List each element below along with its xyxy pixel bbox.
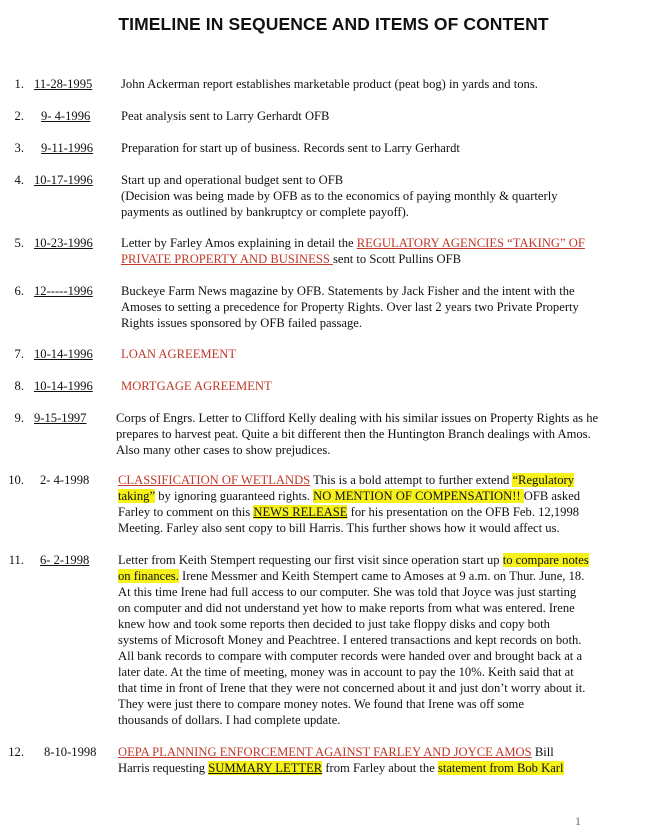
entry-date: 10-14-1996 bbox=[34, 347, 93, 361]
entry-text: John Ackerman report establishes marketable product (peat bog) in yards and tons. bbox=[121, 77, 538, 91]
entry-text: Farley to comment on this NEWS RELEASE for his presentation on the OFB Feb. 12,1998 bbox=[118, 505, 580, 519]
entry-date: 9-11-1996 bbox=[41, 141, 93, 155]
entry-text: Amoses to setting a precedence for Property Rights. Over last 2 years two Private Property bbox=[121, 300, 579, 314]
entry-number: 7. bbox=[14, 347, 24, 361]
entry-number: 12. bbox=[8, 745, 24, 759]
entry-text: CLASSIFICATION OF WETLANDS This is a bold attempt to further extend “Regulatory bbox=[118, 473, 575, 487]
entry-text: They were just there to compare money notes. We found that Irene was off some bbox=[118, 697, 524, 711]
entry-text: At this time Irene had full access to our computer. She was told that Joyce was just starting bbox=[118, 585, 577, 599]
red-heading: PRIVATE PROPERTY AND BUSINESS bbox=[121, 252, 333, 266]
entry-text: Letter from Keith Stempert requesting our first visit since operation start up to compare notes bbox=[118, 553, 589, 567]
entry-text: Corps of Engrs. Letter to Clifford Kelly dealing with his similar issues on Property Rights as he bbox=[116, 411, 599, 425]
page-title: TIMELINE IN SEQUENCE AND ITEMS OF CONTENT bbox=[118, 14, 549, 34]
red-heading: REGULATORY AGENCIES “TAKING” OF bbox=[356, 236, 585, 250]
highlight: statement from Bob Karl bbox=[437, 761, 564, 775]
entry-text: Buckeye Farm News magazine by OFB. Statements by Jack Fisher and the intent with the bbox=[121, 284, 575, 298]
highlight: “Regulatory bbox=[512, 473, 575, 487]
red-heading: OEPA PLANNING ENFORCEMENT AGAINST FARLEY AND JOYCE AMOS bbox=[118, 745, 532, 759]
highlight: SUMMARY LETTER bbox=[208, 761, 323, 775]
entry-date: 9-15-1997 bbox=[34, 411, 87, 425]
entry-text: that time in front of Irene that they were not concerned about it and just don’t worry about it. bbox=[118, 681, 586, 695]
page-number: 1 bbox=[575, 814, 581, 828]
entry-number: 9. bbox=[14, 411, 24, 425]
entry-date: 10-23-1996 bbox=[34, 236, 93, 250]
entry-number: 4. bbox=[14, 173, 24, 187]
entry-number: 1. bbox=[14, 77, 24, 91]
entry-number: 6. bbox=[14, 284, 24, 298]
entry-text: PRIVATE PROPERTY AND BUSINESS sent to Scott Pullins OFB bbox=[121, 252, 462, 266]
entry-text: thousands of dollars. I had complete update. bbox=[118, 713, 341, 727]
entry-text: OEPA PLANNING ENFORCEMENT AGAINST FARLEY AND JOYCE AMOS Bill bbox=[118, 745, 554, 759]
entry-date: 9- 4-1996 bbox=[41, 109, 91, 123]
entry-text: Meeting. Farley also sent copy to bill Harris. This further shows how it would affect us. bbox=[118, 521, 560, 535]
red-heading: MORTGAGE AGREEMENT bbox=[121, 379, 272, 393]
entry-text: systems of Microsoft Money and Peachtree. I entered transactions and kept records on both. bbox=[118, 633, 582, 647]
highlight: taking” bbox=[118, 489, 156, 503]
highlight: NO MENTION OF COMPENSATION!! bbox=[313, 489, 524, 503]
entry-text: later date. At the time of meeting, money was in account to pay the 10%. Keith said that at bbox=[118, 665, 574, 679]
entry-date: 6- 2-1998 bbox=[40, 553, 90, 567]
entry-text: knew how and took some reports then decided to just take floppy disks and copy both bbox=[118, 617, 550, 631]
entry-number: 2. bbox=[14, 109, 24, 123]
entry-text: Preparation for start up of business. Records sent to Larry Gerhardt bbox=[121, 141, 460, 155]
entry-date: 8-10-1998 bbox=[44, 745, 97, 759]
entry-date: 10-14-1996 bbox=[34, 379, 93, 393]
entry-number: 8. bbox=[14, 379, 24, 393]
red-heading: CLASSIFICATION OF WETLANDS bbox=[118, 473, 311, 487]
entry-date: 12-----1996 bbox=[34, 284, 93, 298]
entry-text: (Decision was being made by OFB as to the economics of paying monthly & quarterly bbox=[121, 189, 558, 203]
entry-number: 10. bbox=[8, 473, 24, 487]
entry-text: All bank records to compare with computer records were handed over and brought back at a bbox=[118, 649, 583, 663]
entry-text: Rights issues sponsored by OFB failed passage. bbox=[121, 316, 363, 330]
entry-date: 11-28-1995 bbox=[34, 77, 93, 91]
entry-text: on computer and did not understand yet how to make reports from what was entered. Irene bbox=[118, 601, 575, 615]
entry-text: Harris requesting SUMMARY LETTER from Farley about the statement from Bob Karl bbox=[118, 761, 564, 775]
entry-text: taking” by ignoring guaranteed rights. NO MENTION OF COMPENSATION!! OFB asked bbox=[118, 489, 581, 503]
entry-text: payments as outlined by bankruptcy or complete payoff). bbox=[121, 205, 409, 219]
entry-number: 3. bbox=[14, 141, 24, 155]
red-heading: LOAN AGREEMENT bbox=[121, 347, 237, 361]
entry-text: prepares to harvest peat. Quite a bit different then the Huntington Branch dealings with Amos. bbox=[116, 427, 591, 441]
entry-number: 5. bbox=[14, 236, 24, 250]
highlight: to compare notes bbox=[502, 553, 589, 567]
entry-date: 2- 4-1998 bbox=[40, 473, 90, 487]
highlight: NEWS RELEASE bbox=[253, 505, 348, 519]
entry-number: 11. bbox=[8, 553, 24, 567]
highlight: on finances. bbox=[118, 569, 179, 583]
entry-text: Also many other cases to show prejudices. bbox=[116, 443, 331, 457]
entry-text: Start up and operational budget sent to OFB bbox=[121, 173, 344, 187]
entry-text: Peat analysis sent to Larry Gerhardt OFB bbox=[121, 109, 330, 123]
entry-date: 10-17-1996 bbox=[34, 173, 93, 187]
entry-text: on finances. Irene Messmer and Keith Stempert came to Amoses at 9 a.m. on Thur. June, 18. bbox=[118, 569, 585, 583]
entry-text: Letter by Farley Amos explaining in detail the REGULATORY AGENCIES “TAKING” OF bbox=[121, 236, 585, 250]
